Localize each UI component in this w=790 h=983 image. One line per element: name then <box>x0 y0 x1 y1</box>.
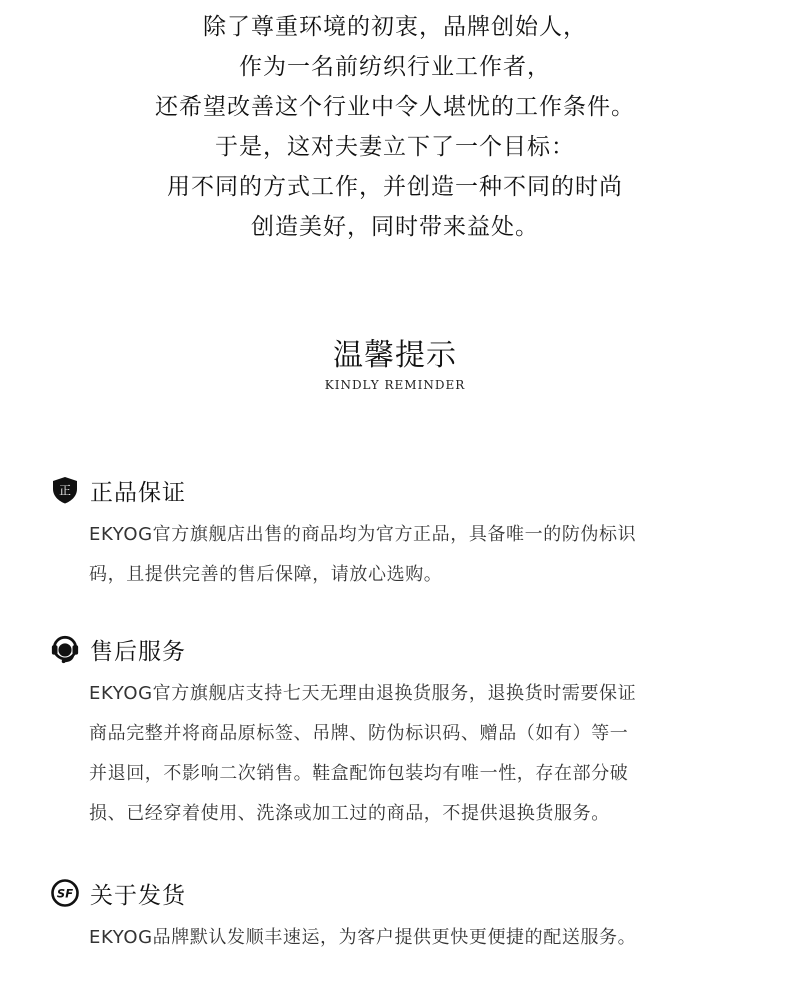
section-authenticity <box>50 473 750 595</box>
section-header <box>50 876 750 910</box>
section-line: 商品完整并将商品原标签、吊牌、防伪标识码、赠品（如有）等一 <box>89 723 629 744</box>
reminder-title: 温馨提示 <box>333 338 457 373</box>
section-line: EKYOG品牌默认发顺丰速运，为客户提供更快更便捷的配送服务。 <box>89 927 637 948</box>
section-line: 并退回，不影响二次销售。鞋盒配饰包装均有唯一性，存在部分破 <box>89 763 629 784</box>
section-after-sales <box>50 632 750 834</box>
shield-icon-glyph: 正 <box>58 483 72 498</box>
section-body <box>89 674 750 834</box>
intro-line: 于是，这对夫妻立下了一个目标： <box>215 134 575 160</box>
section-line: 损、已经穿着使用、洗涤或加工过的商品，不提供退换货服务。 <box>89 803 610 824</box>
section-header <box>50 632 750 666</box>
section-title: 售后服务 <box>90 638 186 665</box>
section-line: EKYOG官方旗舰店支持七天无理由退换货服务，退换货时需要保证 <box>89 683 637 704</box>
sf-express-icon <box>50 878 80 908</box>
section-title: 正品保证 <box>90 479 186 506</box>
intro-line: 还希望改善这个行业中令人堪忧的工作条件。 <box>155 94 635 120</box>
intro-line: 除了尊重环境的初衷，品牌创始人， <box>203 14 587 40</box>
section-title: 关于发货 <box>90 882 186 909</box>
section-line: 码，且提供完善的售后保障，请放心选购。 <box>89 564 443 585</box>
headset-icon <box>50 634 80 664</box>
section-shipping <box>50 876 750 958</box>
sf-express-icon-glyph: SF <box>56 886 74 901</box>
section-line: EKYOG官方旗舰店出售的商品均为官方正品，具备唯一的防伪标识 <box>89 524 637 545</box>
section-body <box>89 918 750 958</box>
intro-text <box>0 7 790 247</box>
section-header <box>50 473 750 507</box>
reminder-subtitle: KINDLY REMINDER <box>324 378 466 392</box>
shield-icon <box>50 475 80 505</box>
intro-line: 创造美好，同时带来益处。 <box>251 214 539 240</box>
intro-line: 作为一名前纺织行业工作者， <box>239 54 551 80</box>
intro-line: 用不同的方式工作，并创造一种不同的时尚 <box>167 174 623 200</box>
reminder-heading <box>0 336 790 392</box>
section-body <box>89 515 750 595</box>
